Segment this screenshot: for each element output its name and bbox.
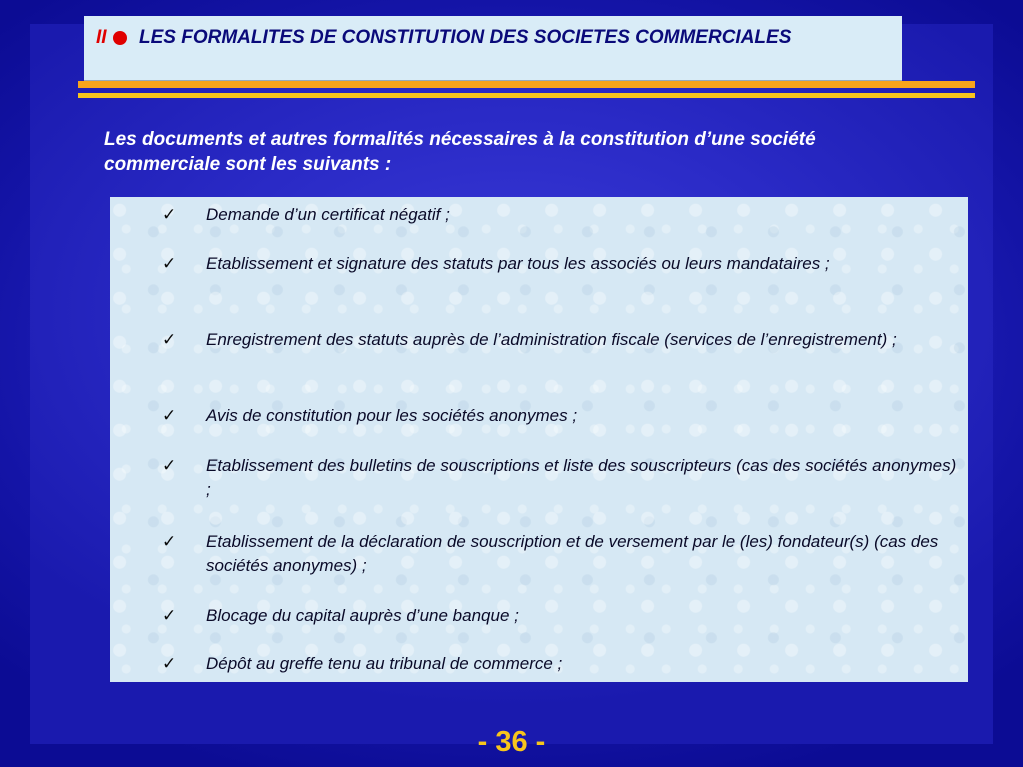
checkmark-icon: ✓ <box>162 606 177 625</box>
title-prefix <box>96 27 127 49</box>
list-item-text: Etablissement et signature des statuts par tous les associés ou leurs mandataires ; <box>206 254 830 273</box>
checkmark-icon: ✓ <box>162 406 177 425</box>
list-item-text: Blocage du capital auprès d’une banque ; <box>206 606 519 625</box>
checkmark-icon: ✓ <box>162 205 177 224</box>
checkmark-icon: ✓ <box>162 254 177 273</box>
list-item-text: Avis de constitution pour les sociétés anonymes ; <box>206 406 578 425</box>
page-title: LES FORMALITES DE CONSTITUTION DES SOCIETES COMMERCIALES <box>139 27 792 48</box>
list-item-text: Enregistrement des statuts auprès de l’administration fiscale (services de l’enregistrement) ; <box>206 330 897 349</box>
checkmark-icon: ✓ <box>162 330 177 349</box>
divider-orange <box>78 81 975 88</box>
page-number: - 36 - <box>477 726 546 758</box>
intro-text: Les documents et autres formalités nécessaires à la constitution d’une société commerciale sont les suivants : <box>104 129 816 175</box>
list-item-text: Etablissement des bulletins de souscriptions et liste des souscripteurs (cas des sociétés anonymes) ; <box>206 456 957 499</box>
section-number: II <box>96 27 107 48</box>
divider-yellow <box>78 93 975 98</box>
list-item-text: Demande d’un certificat négatif ; <box>206 205 450 224</box>
checkmark-icon: ✓ <box>162 532 177 551</box>
list-item-text: Dépôt au greffe tenu au tribunal de commerce ; <box>206 654 563 673</box>
bullet-dot-icon <box>113 31 127 45</box>
checkmark-icon: ✓ <box>162 456 177 475</box>
title-box <box>84 16 902 81</box>
list-item-text: Etablissement de la déclaration de souscription et de versement par le (les) fondateur(s) (cas des sociétés anonymes) ; <box>206 532 939 575</box>
checkmark-icon: ✓ <box>162 654 177 673</box>
checklist-panel <box>110 197 968 682</box>
